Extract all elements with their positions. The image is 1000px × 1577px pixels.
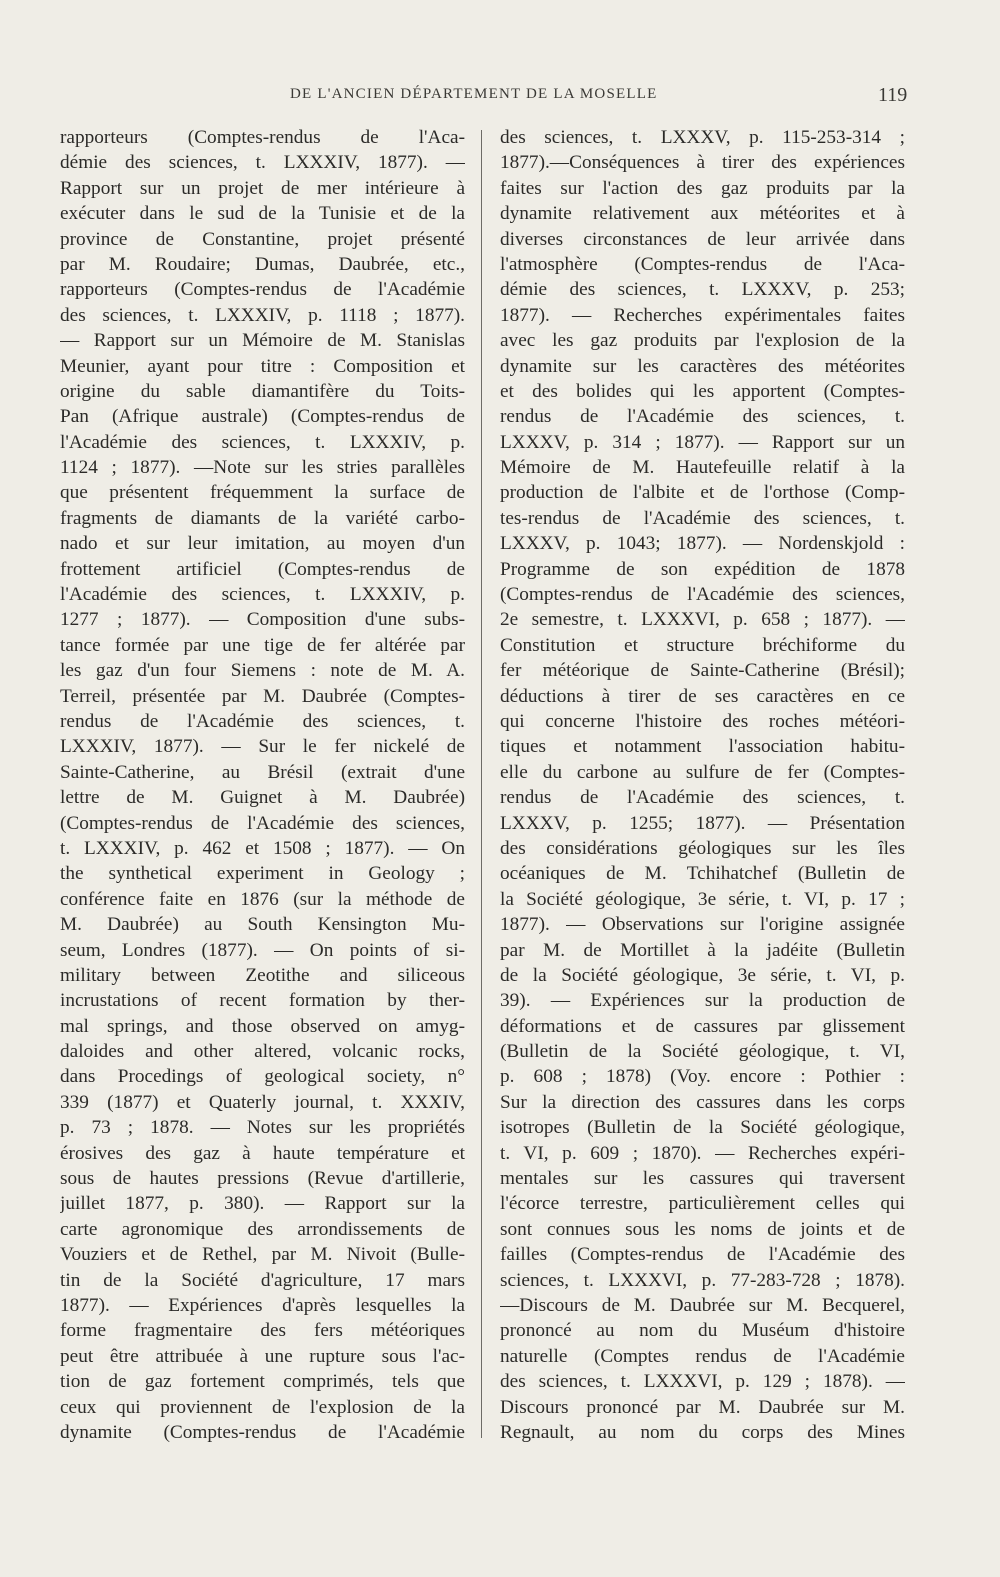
text-line: exécuter dans le sud de la Tunisie et de la <box>60 203 465 225</box>
text-line: t. LXXXIV, p. 462 et 1508 ; 1877). — On <box>60 837 465 859</box>
text-line: tion de gaz fortement comprimés, tels que <box>60 1371 465 1393</box>
text-line: Constitution et structure bréchiforme du <box>500 634 905 656</box>
text-line: 1877). — Recherches expérimentales faites <box>500 304 905 326</box>
text-line: frottement artificiel (Comptes-rendus de <box>60 558 465 580</box>
text-line: Mémoire de M. Hautefeuille relatif à la <box>500 457 905 479</box>
text-line: l'Académie des sciences, t. LXXXIV, p. <box>60 431 465 453</box>
text-line: l'Académie des sciences, t. LXXXIV, p. <box>60 584 465 606</box>
text-line: —Discours de M. Daubrée sur M. Becquerel, <box>500 1294 905 1316</box>
text-line: sous de hautes pressions (Revue d'artillerie, <box>60 1168 465 1190</box>
text-line: naturelle (Comptes rendus de l'Académie <box>500 1345 905 1367</box>
text-line: démie des sciences, t. LXXXIV, 1877). — <box>60 152 465 174</box>
text-line: rendus de l'Académie des sciences, t. <box>500 406 905 428</box>
text-line: (Comptes-rendus de l'Académie des sciences, <box>60 812 465 834</box>
right-column <box>500 125 905 1445</box>
text-line: LXXXIV, 1877). — Sur le fer nickelé de <box>60 736 465 758</box>
text-line: de la Société géologique, 3e série, t. VI, p. <box>500 964 905 986</box>
text-line: 1877). — Observations sur l'origine assignée <box>500 914 905 936</box>
text-line: tes-rendus de l'Académie des sciences, t. <box>500 507 905 529</box>
text-line: que présentent fréquemment la surface de <box>60 482 465 504</box>
text-line: 1124 ; 1877). —Note sur les stries parallèles <box>60 457 465 479</box>
text-line: juillet 1877, p. 380). — Rapport sur la <box>60 1193 465 1215</box>
text-line: Sainte-Catherine, au Brésil (extrait d'une <box>60 761 465 783</box>
text-line: des considérations géologiques sur les îles <box>500 837 905 859</box>
text-line: LXXXV, p. 314 ; 1877). — Rapport sur un <box>500 431 905 453</box>
text-line: LXXXV, p. 1255; 1877). — Présentation <box>500 812 905 834</box>
text-line: rapporteurs (Comptes-rendus de l'Académie <box>60 279 465 301</box>
text-line: dans Procedings of geological society, n° <box>60 1066 465 1088</box>
text-line: Sur la direction des cassures dans les corps <box>500 1091 905 1113</box>
text-line: la Société géologique, 3e série, t. VI, p. 17 ; <box>500 888 905 910</box>
text-line: M. Daubrée) au South Kensington Mu- <box>60 914 465 936</box>
text-line: nado et sur leur imitation, au moyen d'un <box>60 533 465 555</box>
text-line: lettre de M. Guignet à M. Daubrée) <box>60 787 465 809</box>
text-line: the synthetical experiment in Geology ; <box>60 863 465 885</box>
text-line: mentales sur les cassures qui traversent <box>500 1168 905 1190</box>
text-line: rendus de l'Académie des sciences, t. <box>60 710 465 732</box>
text-line: 1877). — Expériences d'après lesquelles la <box>60 1294 465 1316</box>
text-line: Meunier, ayant pour titre : Composition et <box>60 355 465 377</box>
text-line: diverses circonstances de leur arrivée dans <box>500 228 905 250</box>
text-line: origine du sable diamantifère du Toits- <box>60 380 465 402</box>
text-line: — Rapport sur un Mémoire de M. Stanislas <box>60 330 465 352</box>
text-line: daloides and other altered, volcanic rocks, <box>60 1041 465 1063</box>
text-line: dynamite relativement aux météorites et à <box>500 203 905 225</box>
page-header <box>0 86 1000 112</box>
text-line: 339 (1877) et Quaterly journal, t. XXXIV, <box>60 1091 465 1113</box>
text-line: peut être attribuée à une rupture sous l'ac- <box>60 1345 465 1367</box>
text-line: dynamite (Comptes-rendus de l'Académie <box>60 1421 465 1443</box>
column-divider <box>481 130 482 1438</box>
text-line: l'écorce terrestre, particulièrement celles qui <box>500 1193 905 1215</box>
text-line: érosives des gaz à haute température et <box>60 1142 465 1164</box>
text-line: conférence faite en 1876 (sur la méthode de <box>60 888 465 910</box>
text-line: rapporteurs (Comptes-rendus de l'Aca- <box>60 127 465 148</box>
text-line: LXXXV, p. 1043; 1877). — Nordenskjold : <box>500 533 905 555</box>
text-line: qui concerne l'histoire des roches météori- <box>500 710 905 732</box>
text-line: tiques et notamment l'association habitu- <box>500 736 905 758</box>
text-line: Terreil, présentée par M. Daubrée (Comptes- <box>60 685 465 707</box>
text-line: 39). — Expériences sur la production de <box>500 990 905 1012</box>
page-number: 119 <box>878 84 908 106</box>
text-line: p. 608 ; 1878) (Voy. encore : Pothier : <box>500 1066 905 1088</box>
text-line: par M. Roudaire; Dumas, Daubrée, etc., <box>60 253 465 275</box>
text-line: sciences, t. LXXXVI, p. 77-283-728 ; 1878). <box>500 1269 905 1291</box>
text-line: tance formée par une tige de fer altérée par <box>60 634 465 656</box>
text-line: isotropes (Bulletin de la Société géologique, <box>500 1117 905 1139</box>
text-line: carte agronomique des arrondissements de <box>60 1218 465 1240</box>
text-line: par M. de Mortillet à la jadéite (Bulletin <box>500 939 905 961</box>
text-line: military between Zeotithe and siliceous <box>60 964 465 986</box>
text-line: démie des sciences, t. LXXXV, p. 253; <box>500 279 905 301</box>
text-line: 1277 ; 1877). — Composition d'une subs- <box>60 609 465 631</box>
text-line: prononcé au nom du Muséum d'histoire <box>500 1320 905 1342</box>
text-line: rendus de l'Académie des sciences, t. <box>500 787 905 809</box>
text-line: failles (Comptes-rendus de l'Académie des <box>500 1244 905 1266</box>
text-line: Programme de son expédition de 1878 <box>500 558 905 580</box>
text-line: Pan (Afrique australe) (Comptes-rendus de <box>60 406 465 428</box>
text-line: les gaz d'un four Siemens : note de M. A. <box>60 660 465 682</box>
text-line: ceux qui proviennent de l'explosion de la <box>60 1396 465 1418</box>
text-line: (Bulletin de la Société géologique, t. VI, <box>500 1041 905 1063</box>
text-line: p. 73 ; 1878. — Notes sur les propriétés <box>60 1117 465 1139</box>
left-column <box>60 125 465 1445</box>
text-line: avec les gaz produits par l'explosion de la <box>500 330 905 352</box>
text-line: 2e semestre, t. LXXXVI, p. 658 ; 1877). — <box>500 609 905 631</box>
text-line: tin de la Société d'agriculture, 17 mars <box>60 1269 465 1291</box>
text-line: fragments de diamants de la variété carbo- <box>60 507 465 529</box>
text-line: (Comptes-rendus de l'Académie des sciences, <box>500 584 905 606</box>
text-line: des sciences, t. LXXXVI, p. 129 ; 1878). — <box>500 1371 905 1393</box>
text-line: et des bolides qui les apportent (Comptes- <box>500 380 905 402</box>
text-line: incrustations of recent formation by ther- <box>60 990 465 1012</box>
text-line: 1877).—Conséquences à tirer des expériences <box>500 152 905 174</box>
text-line: des sciences, t. LXXXV, p. 115-253-314 ; <box>500 127 905 148</box>
text-line: déductions à tirer de ses caractères en ce <box>500 685 905 707</box>
text-line: Discours prononcé par M. Daubrée sur M. <box>500 1396 905 1418</box>
text-line: mal springs, and those observed on amyg- <box>60 1015 465 1037</box>
text-line: des sciences, t. LXXXIV, p. 1118 ; 1877). <box>60 304 465 326</box>
text-line: déformations et de cassures par glissement <box>500 1015 905 1037</box>
text-line: Rapport sur un projet de mer intérieure à <box>60 177 465 199</box>
running-head: DE L'ANCIEN DÉPARTEMENT DE LA MOSELLE <box>290 86 658 102</box>
text-line: Regnault, au nom du corps des Mines <box>500 1421 905 1443</box>
text-line: elle du carbone au sulfure de fer (Comptes- <box>500 761 905 783</box>
text-line: dynamite sur les caractères des météorites <box>500 355 905 377</box>
text-line: sont connues sous les noms de joints et de <box>500 1218 905 1240</box>
text-line: l'atmosphère (Comptes-rendus de l'Aca- <box>500 253 905 275</box>
text-line: Vouziers et de Rethel, par M. Nivoit (Bulle- <box>60 1244 465 1266</box>
text-line: production de l'albite et de l'orthose (Comp- <box>500 482 905 504</box>
text-line: fer météorique de Sainte-Catherine (Brésil); <box>500 660 905 682</box>
text-line: t. VI, p. 609 ; 1870). — Recherches expéri- <box>500 1142 905 1164</box>
text-line: forme fragmentaire des fers météoriques <box>60 1320 465 1342</box>
text-line: océaniques de M. Tchihatchef (Bulletin de <box>500 863 905 885</box>
text-line: province de Constantine, projet présenté <box>60 228 465 250</box>
text-line: seum, Londres (1877). — On points of si- <box>60 939 465 961</box>
text-line: faites sur l'action des gaz produits par la <box>500 177 905 199</box>
